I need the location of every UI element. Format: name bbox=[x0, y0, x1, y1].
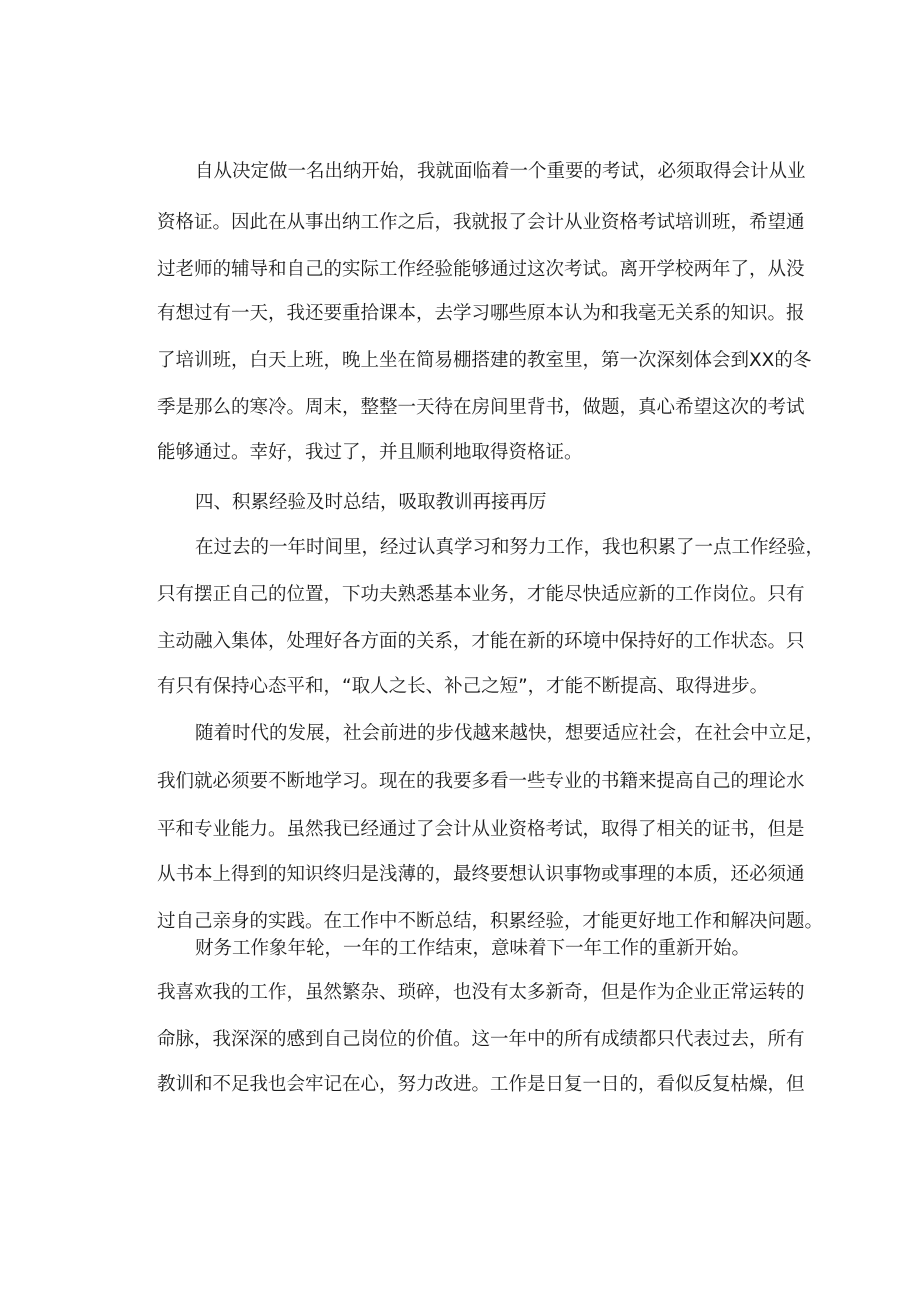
text-line: 命脉，我深深的感到自己岗位的价值。这一年中的所有成绩都只代表过去，所有 bbox=[157, 1029, 805, 1050]
text-line: 能够通过。幸好，我过了，并且顺利地取得资格证。 bbox=[157, 442, 583, 463]
text-line: 自从决定做一名出纳开始，我就面临着一个重要的考试，必须取得会计从业 bbox=[195, 161, 806, 182]
text-line: 从书本上得到的知识终归是浅薄的，最终要想认识事物或事理的本质，还必须通 bbox=[157, 864, 805, 885]
text-line: 只有摆正自己的位置，下功夫熟悉基本业务，才能尽快适应新的工作岗位。只有 bbox=[157, 584, 805, 605]
text-line: 主动融入集体，处理好各方面的关系，才能在新的环境中保持好的工作状态。只 bbox=[157, 631, 805, 652]
text-line: 财务工作象年轮，一年的工作结束，意味着下一年工作的重新开始。 bbox=[195, 938, 751, 959]
text-line: 平和专业能力。虽然我已经通过了会计从业资格考试，取得了相关的证书，但是 bbox=[157, 819, 805, 840]
text-line: 有只有保持心态平和，“取人之长、补己之短”，才能不断提高、取得进步。 bbox=[157, 676, 769, 697]
text-line: 资格证。因此在从事出纳工作之后，我就报了会计从业资格考试培训班，希望通 bbox=[157, 212, 805, 233]
text-line: 过老师的辅导和自己的实际工作经验能够通过这次考试。离开学校两年了，从没 bbox=[157, 259, 805, 280]
text-line: 了培训班，白天上班，晚上坐在简易棚搭建的教室里，第一次深刻体会到XX的冬 bbox=[157, 350, 812, 371]
text-line: 随着时代的发展，社会前进的步伐越来越快，想要适应社会，在社会中立足， bbox=[195, 723, 825, 744]
text-line: 过自己亲身的实践。在工作中不断总结，积累经验，才能更好地工作和解决问题。 bbox=[157, 911, 824, 932]
text-line: 在过去的一年时间里，经过认真学习和努力工作，我也积累了一点工作经验， bbox=[195, 537, 825, 558]
text-line: 我喜欢我的工作，虽然繁杂、琐碎，也没有太多新奇，但是作为企业正常运转的 bbox=[157, 982, 805, 1003]
text-line: 我们就必须要不断地学习。现在的我要多看一些专业的书籍来提高自己的理论水 bbox=[157, 771, 805, 792]
text-line: 有想过有一天，我还要重拾课本，去学习哪些原本认为和我毫无关系的知识。报 bbox=[157, 303, 805, 324]
section-heading: 四、积累经验及时总结，吸取教训再接再厉 bbox=[195, 492, 547, 513]
text-line: 季是那么的寒冷。周末，整整一天待在房间里背书，做题，真心希望这次的考试 bbox=[157, 397, 805, 418]
text-line: 教训和不足我也会牢记在心，努力改进。工作是日复一日的，看似反复枯燥，但 bbox=[157, 1074, 805, 1095]
